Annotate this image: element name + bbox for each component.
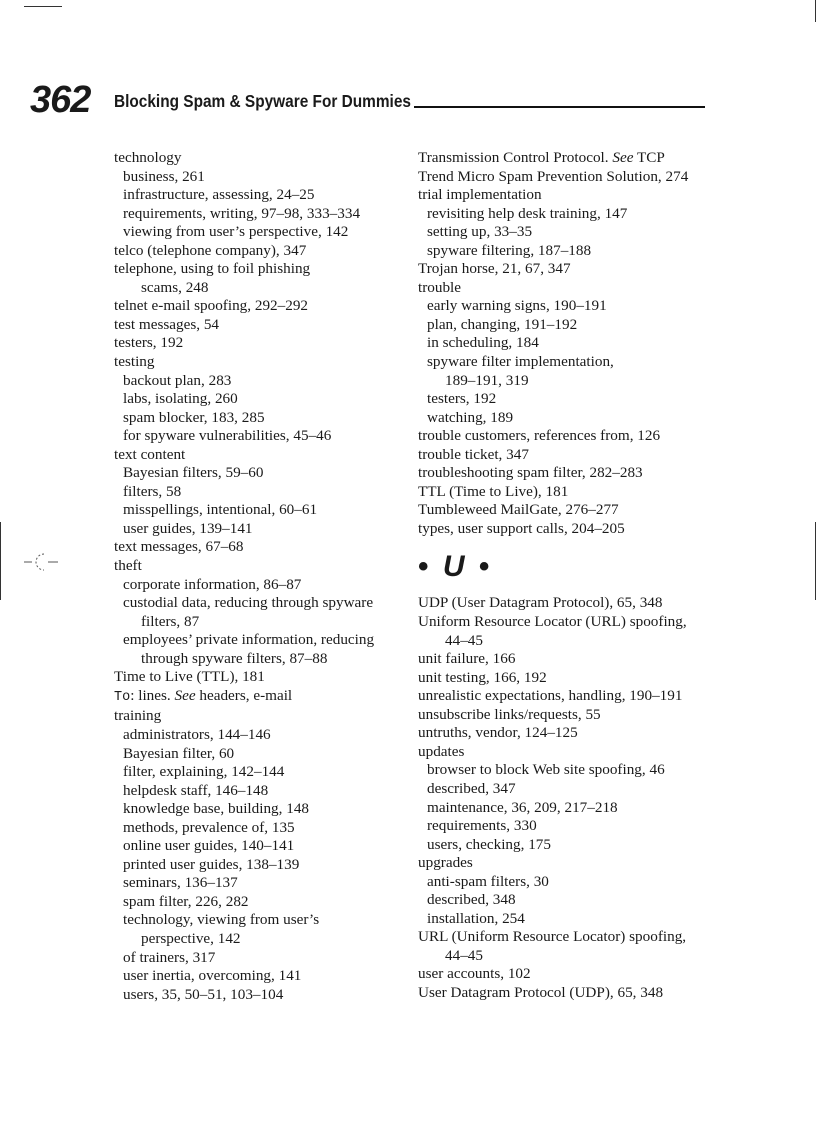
see-target: headers, e-mail xyxy=(195,686,293,704)
index-entry-tcp xyxy=(418,149,718,168)
index-subentry-continuation: through spyware filters, 87–88 xyxy=(141,649,328,667)
index-subentry: filter, explaining, 142–144 xyxy=(123,763,285,781)
index-subentry: knowledge base, building, 148 xyxy=(123,800,310,818)
index-entry: training xyxy=(114,707,162,725)
index-subentry: users, 35, 50–51, 103–104 xyxy=(123,985,284,1003)
index-subentry: helpdesk staff, 146–148 xyxy=(123,781,269,799)
index-subentry: described, 348 xyxy=(427,891,516,909)
index-column-right xyxy=(418,149,718,1003)
index-entry: unit testing, 166, 192 xyxy=(418,668,547,686)
index-entry: unsubscribe links/requests, 55 xyxy=(418,705,601,723)
bullet-icon: • xyxy=(478,550,490,584)
index-entry-continuation: 44–45 xyxy=(445,946,483,964)
index-entry: Trend Micro Spam Prevention Solution, 274 xyxy=(418,167,689,185)
index-subentry-continuation: perspective, 142 xyxy=(141,929,241,947)
index-subentry: user guides, 139–141 xyxy=(123,519,253,537)
index-entry: trouble customers, references from, 126 xyxy=(418,427,661,445)
see-reference: See xyxy=(174,686,196,704)
index-subentry: online user guides, 140–141 xyxy=(123,837,295,855)
see-reference: See xyxy=(612,149,634,166)
index-subentry: spam blocker, 183, 285 xyxy=(123,408,265,426)
index-entry-continuation: scams, 248 xyxy=(141,278,209,296)
index-entry: telco (telephone company), 347 xyxy=(114,241,307,259)
index-subentry: Bayesian filter, 60 xyxy=(123,744,235,762)
index-subentry: for spyware vulnerabilities, 45–46 xyxy=(123,427,332,445)
index-subentry: labs, isolating, 260 xyxy=(123,390,238,408)
index-subentry: business, 261 xyxy=(123,167,205,185)
index-subentry: seminars, 136–137 xyxy=(123,874,238,892)
index-subentry: users, checking, 175 xyxy=(427,835,551,853)
index-entry: text messages, 67–68 xyxy=(114,538,244,556)
index-entry: types, user support calls, 204–205 xyxy=(418,519,625,537)
index-entry: upgrades xyxy=(418,854,473,872)
see-target: TCP xyxy=(633,149,665,166)
registration-mark-icon xyxy=(24,552,64,572)
bullet-icon: • xyxy=(418,550,429,584)
index-subentry: revisiting help desk training, 147 xyxy=(427,204,628,222)
index-entry: updates xyxy=(418,742,465,760)
index-entry: test messages, 54 xyxy=(114,315,220,333)
index-subentry: anti-spam filters, 30 xyxy=(427,872,549,890)
index-entry: Uniform Resource Locator (URL) spoofing, xyxy=(418,613,687,631)
index-subentry: infrastructure, assessing, 24–25 xyxy=(123,186,315,204)
index-subentry: misspellings, intentional, 60–61 xyxy=(123,501,318,519)
crop-mark-top xyxy=(24,6,62,7)
index-entry-to-lines xyxy=(114,687,414,708)
index-subentry: custodial data, reducing through spyware xyxy=(123,594,374,612)
index-subentry-continuation: filters, 87 xyxy=(141,612,200,630)
section-letter: U xyxy=(442,550,465,584)
section-letter-heading xyxy=(418,538,718,594)
index-subentry: printed user guides, 138–139 xyxy=(123,855,300,873)
index-entry: testing xyxy=(114,353,155,371)
index-subentry-continuation: 189–191, 319 xyxy=(445,371,529,389)
index-subentry: requirements, writing, 97–98, 333–334 xyxy=(123,204,361,222)
index-subentry: methods, prevalence of, 135 xyxy=(123,818,295,836)
index-subentry: watching, 189 xyxy=(427,408,514,426)
index-entry: troubleshooting spam filter, 282–283 xyxy=(418,464,643,482)
index-subentry: user inertia, overcoming, 141 xyxy=(123,967,302,985)
index-subentry: filters, 58 xyxy=(123,482,182,500)
index-subentry: described, 347 xyxy=(427,779,516,797)
index-subentry: early warning signs, 190–191 xyxy=(427,297,607,315)
index-entry: trouble ticket, 347 xyxy=(418,445,529,463)
index-entry: UDP (User Datagram Protocol), 65, 348 xyxy=(418,594,663,612)
index-subentry: setting up, 33–35 xyxy=(427,223,533,241)
index-subentry: testers, 192 xyxy=(427,390,497,408)
index-entry: Trojan horse, 21, 67, 347 xyxy=(418,260,571,278)
index-entry: theft xyxy=(114,557,142,575)
index-entry: testers, 192 xyxy=(114,334,184,352)
index-entry: Time to Live (TTL), 181 xyxy=(114,668,265,686)
margin-line-left xyxy=(0,522,1,600)
index-subentry: of trainers, 317 xyxy=(123,948,216,966)
index-entry: TTL (Time to Live), 181 xyxy=(418,482,569,500)
index-subentry: in scheduling, 184 xyxy=(427,334,539,352)
index-column-left xyxy=(114,149,414,1004)
index-subentry: viewing from user’s perspective, 142 xyxy=(123,223,349,241)
index-subentry: spam filter, 226, 282 xyxy=(123,892,249,910)
index-subentry: installation, 254 xyxy=(427,909,525,927)
index-subentry: spyware filter implementation, xyxy=(427,353,614,371)
index-subentry: Bayesian filters, 59–60 xyxy=(123,464,264,482)
index-entry-continuation: 44–45 xyxy=(445,631,483,649)
index-subentry: corporate information, 86–87 xyxy=(123,575,302,593)
index-entry: telephone, using to foil phishing xyxy=(114,260,311,278)
index-subentry: maintenance, 36, 209, 217–218 xyxy=(427,798,618,816)
page-number: 362 xyxy=(30,79,91,121)
index-entry: Tumbleweed MailGate, 276–277 xyxy=(418,501,619,519)
index-subentry: requirements, 330 xyxy=(427,817,537,835)
index-entry: User Datagram Protocol (UDP), 65, 348 xyxy=(418,983,664,1001)
index-subentry: technology, viewing from user’s xyxy=(123,911,320,929)
index-entry: trouble xyxy=(418,278,462,296)
running-head: Blocking Spam & Spyware For Dummies xyxy=(114,91,411,111)
index-entry: technology xyxy=(114,149,182,166)
index-entry: text content xyxy=(114,445,186,463)
index-entry: trial implementation xyxy=(418,186,542,204)
index-subentry: administrators, 144–146 xyxy=(123,725,271,743)
index-subentry: browser to block Web site spoofing, 46 xyxy=(427,761,665,779)
index-entry: telnet e-mail spoofing, 292–292 xyxy=(114,297,309,315)
index-entry: unit failure, 166 xyxy=(418,650,516,668)
header-rule xyxy=(414,106,705,108)
index-subentry: spyware filtering, 187–188 xyxy=(427,241,592,259)
index-subentry: plan, changing, 191–192 xyxy=(427,315,578,333)
index-entry-text: Transmission Control Protocol. xyxy=(418,149,613,166)
index-entry: unrealistic expectations, handling, 190–191 xyxy=(418,687,683,705)
index-subentry: employees’ private information, reducing xyxy=(123,631,375,649)
index-entry-text: : lines. xyxy=(130,686,175,704)
index-entry: user accounts, 102 xyxy=(418,965,531,983)
code-term: To xyxy=(114,689,131,705)
index-subentry: backout plan, 283 xyxy=(123,371,232,389)
index-entry: URL (Uniform Resource Locator) spoofing, xyxy=(418,928,687,946)
index-entry: untruths, vendor, 124–125 xyxy=(418,724,578,742)
